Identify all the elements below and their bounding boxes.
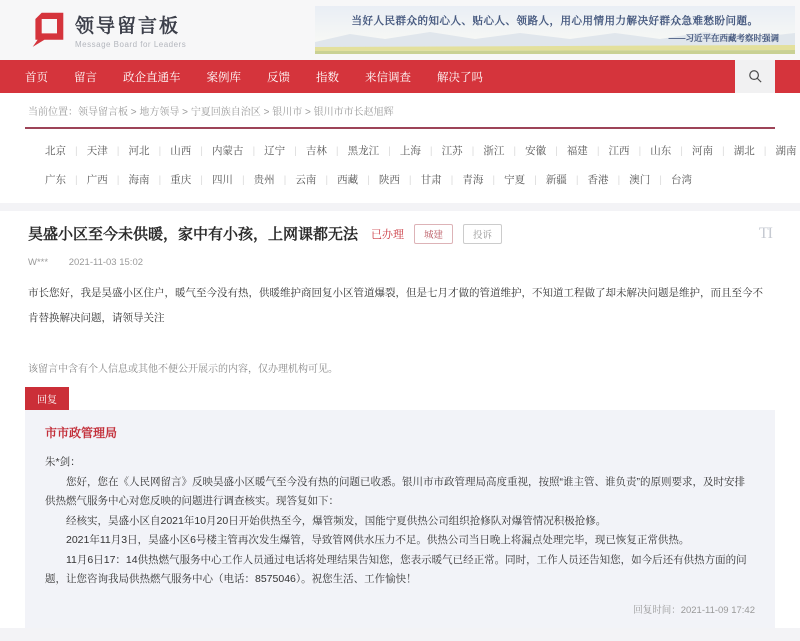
- reply-time: 回复时间：2021-11-09 17:42: [633, 604, 755, 616]
- province-link[interactable]: | 安徽: [504, 145, 546, 157]
- province-link[interactable]: | 山西: [149, 145, 191, 157]
- province-link[interactable]: | 青海: [442, 174, 484, 186]
- province-link[interactable]: | 上海: [379, 145, 421, 157]
- banner-quote: 当好人民群众的知心人、贴心人、领路人，用心用情用力解决好群众急难愁盼问题。: [351, 15, 759, 27]
- reply-tab[interactable]: 回复: [25, 387, 69, 410]
- breadcrumb-list: [78, 103, 394, 118]
- search-button[interactable]: [735, 60, 775, 93]
- reply-body: [45, 473, 755, 590]
- breadcrumb-link[interactable]: > 银川市: [261, 107, 302, 118]
- province-link[interactable]: | 宁夏: [483, 174, 525, 186]
- province-link[interactable]: | 湖南: [755, 145, 797, 157]
- province-link[interactable]: | 陕西: [358, 174, 400, 186]
- status-badge: 已办理: [371, 228, 405, 241]
- message-content: 市长您好，我是昊盛小区住户，暖气至今没有热，供暖维护商回复小区管道爆裂，但是七月才做的管道维护，不知道工程做了却未解决问题是维护，而且至今不肯替换解决问题，请领导关注: [28, 287, 763, 324]
- section-divider: [0, 203, 800, 211]
- province-link[interactable]: | 山东: [630, 145, 672, 157]
- breadcrumb: [25, 93, 775, 127]
- breadcrumb-link[interactable]: > 地方领导: [128, 107, 179, 118]
- province-link[interactable]: | 内蒙古: [191, 145, 243, 157]
- province-link[interactable]: | 重庆: [149, 174, 191, 186]
- province-link[interactable]: | 浙江: [463, 145, 505, 157]
- reply-paragraph: 经核实，昊盛小区自2021年10月20日开始供热至今，爆管频发，国能宁夏供热公司组织抢修队对爆管情况积极抢修。: [66, 514, 607, 527]
- category-tag: 城建: [414, 224, 453, 244]
- province-link[interactable]: 广东: [45, 174, 66, 186]
- province-link[interactable]: | 江西: [588, 145, 630, 157]
- font-size-tool[interactable]: TI: [758, 224, 772, 242]
- province-link[interactable]: | 海南: [108, 174, 150, 186]
- province-link[interactable]: | 台湾: [650, 174, 692, 186]
- province-link[interactable]: | 新疆: [525, 174, 567, 186]
- province-row-1: [45, 136, 797, 165]
- province-link[interactable]: | 河南: [671, 145, 713, 157]
- province-link[interactable]: | 福建: [546, 145, 588, 157]
- breadcrumb-link[interactable]: > 宁夏回族自治区: [179, 107, 260, 118]
- province-link[interactable]: 北京: [45, 145, 66, 157]
- province-link[interactable]: | 甘肃: [400, 174, 442, 186]
- reply-card: [25, 410, 775, 628]
- province-link[interactable]: | 澳门: [609, 174, 651, 186]
- reply-paragraph: 您好，您在《人民网留言》反映昊盛小区暖气至今没有热的问题已收悉。银川市市政管理局高度重视，按照“谁主管、谁负责”的原则要求，及时安排供热燃气服务中心对您反映的问题进行调查核实。现答复如下：: [45, 475, 745, 507]
- nav-item[interactable]: 首页: [25, 71, 48, 84]
- site-logo[interactable]: [30, 10, 186, 51]
- nav-item[interactable]: 留言: [74, 71, 97, 84]
- province-link[interactable]: | 河北: [108, 145, 150, 157]
- nav-item[interactable]: 解决了吗: [437, 71, 483, 84]
- breadcrumb-link[interactable]: 领导留言板: [78, 107, 128, 118]
- province-link[interactable]: | 西藏: [316, 174, 358, 186]
- message-title: 昊盛小区至今未供暖，家中有小孩，上网课都无法: [28, 226, 359, 243]
- province-link[interactable]: | 香港: [567, 174, 609, 186]
- reply-salutation: 朱*剑：: [45, 456, 81, 468]
- banner-attribution: ——习近平在西藏考察时强调: [668, 33, 779, 43]
- main-nav: [0, 60, 800, 93]
- nav-item[interactable]: 来信调查: [365, 71, 411, 84]
- message-author: W***: [28, 257, 49, 268]
- slogan-banner: [315, 6, 795, 54]
- nav-item[interactable]: 指数: [316, 71, 339, 84]
- province-link[interactable]: | 江苏: [421, 145, 463, 157]
- reply-paragraph: 2021年11月3日，昊盛小区6号楼主管再次发生爆管，导致管网供水压力不足。供热公司当日晚上将漏点处理完毕，现已恢复正常供热。: [66, 534, 690, 546]
- province-links: [25, 129, 797, 203]
- province-link[interactable]: | 四川: [191, 174, 233, 186]
- page-bottom-strip: [0, 628, 800, 641]
- reply-paragraph: 11月6日17：14供热燃气服务中心工作人员通过电话将处理结果告知您，您表示暖气已经正常。同时，工作人员还告知您，如今后还有供热方面的问题，让您咨询我局供热燃气服务中心（电话：8575046）。祝您生活、工作愉快！: [45, 553, 747, 585]
- privacy-note: 该留言中含有个人信息或其他不便公开展示的内容，仅办理机构可见。: [28, 364, 338, 375]
- logo-title: 领导留言板: [75, 16, 181, 37]
- site-header: [0, 0, 800, 60]
- reply-department: 市市政管理局: [45, 426, 118, 440]
- type-tag: 投诉: [463, 224, 502, 244]
- nav-item[interactable]: 案例库: [206, 71, 241, 84]
- reply-section: [0, 375, 800, 628]
- province-link[interactable]: | 湖北: [713, 145, 755, 157]
- breadcrumb-prefix: 当前位置：: [28, 107, 78, 118]
- province-row-2: [45, 165, 775, 194]
- message-article: [0, 211, 800, 375]
- message-time: 2021-11-03 15:02: [68, 257, 144, 268]
- search-icon: [748, 69, 763, 84]
- province-link[interactable]: | 吉林: [285, 145, 327, 157]
- province-link[interactable]: | 云南: [275, 174, 317, 186]
- province-link[interactable]: | 辽宁: [243, 145, 285, 157]
- nav-item[interactable]: 政企直通车: [123, 71, 181, 84]
- nav-item[interactable]: 反馈: [267, 71, 290, 84]
- province-link[interactable]: | 黑龙江: [327, 145, 379, 157]
- province-link[interactable]: | 天津: [66, 145, 108, 157]
- province-link[interactable]: | 广西: [66, 174, 108, 186]
- logo-subtitle: Message Board for Leaders: [75, 40, 187, 49]
- logo-speech-bubble-icon: [30, 10, 66, 51]
- breadcrumb-link[interactable]: > 银川市市长赵旭辉: [302, 107, 393, 118]
- province-link[interactable]: | 贵州: [233, 174, 275, 186]
- nav-menu: [0, 60, 483, 93]
